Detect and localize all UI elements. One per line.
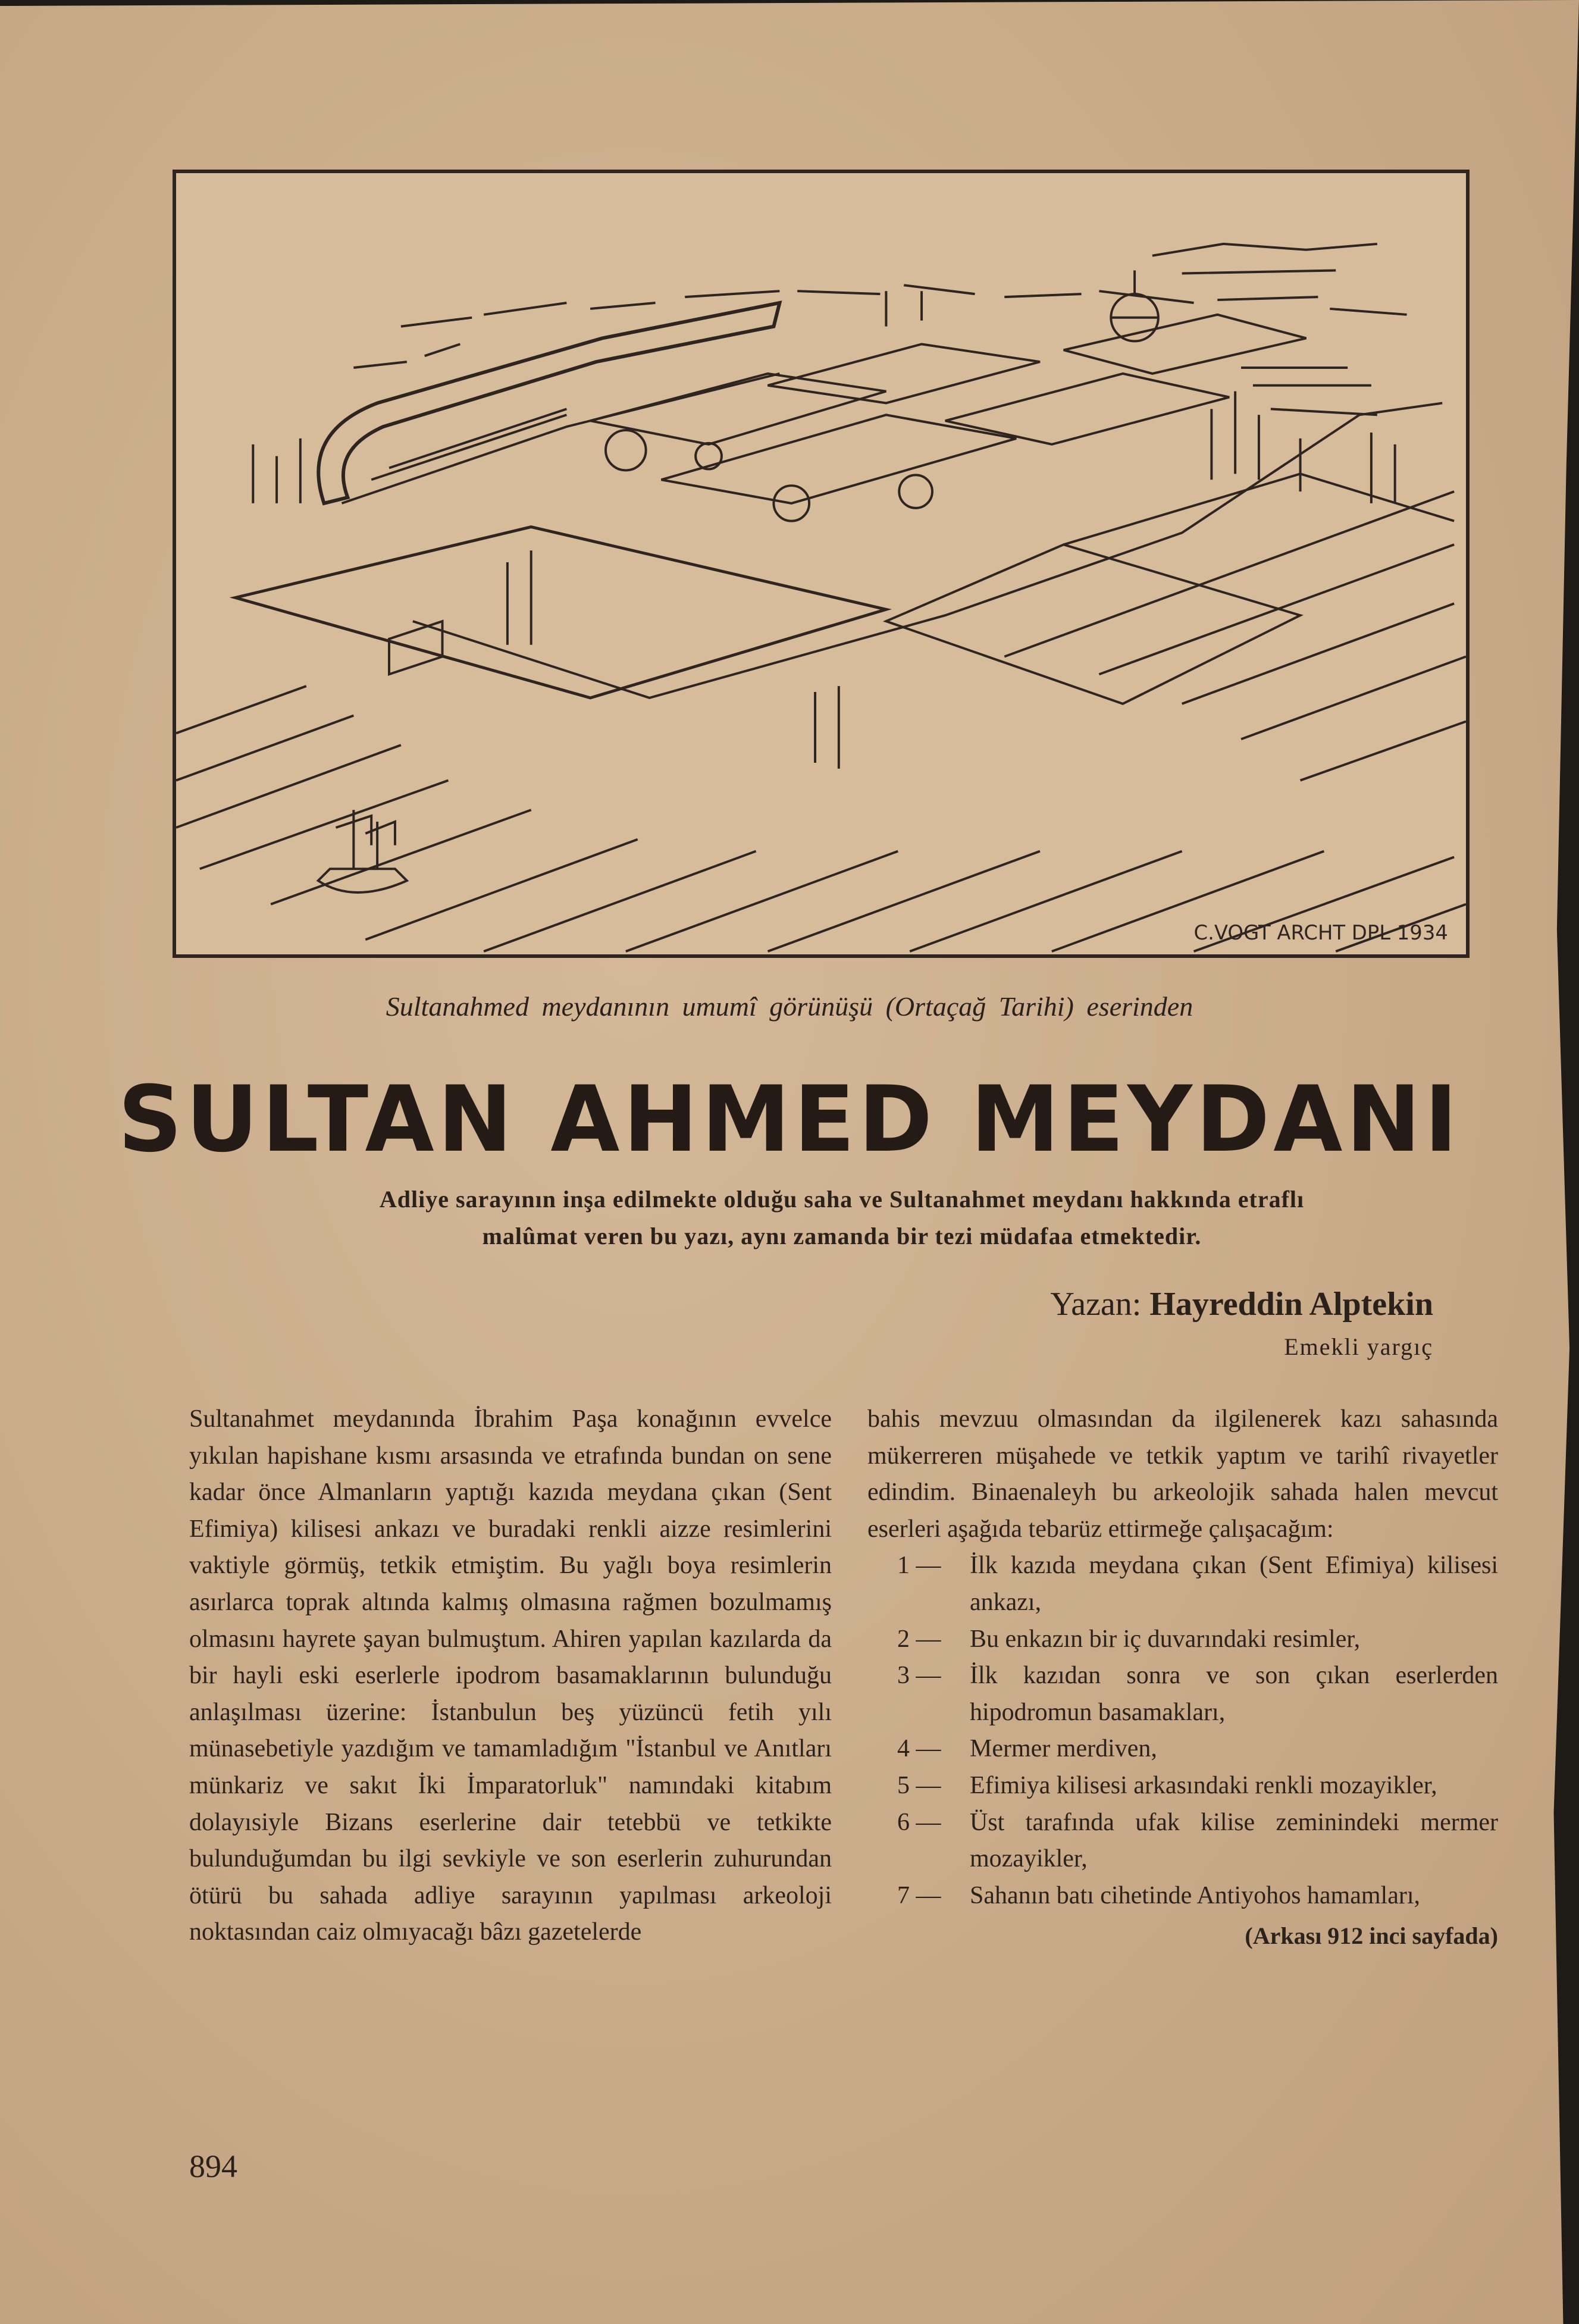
list-item [867,1731,1498,1768]
author-name: Hayreddin Alptekin [1149,1286,1433,1323]
subhead-line-2: malûmat veren bu yazı, aynı zamanda bir tezi müdafaa etmektedir. [482,1223,1202,1249]
right-column-intro: bahis mevzuu olmasından da ilgilenerek kazı sahasında mükerreren müşahede ve tetkik yaptım ve tarihî rivayetler edindim. Binaenaleyh bu arkeolojik sahada halen mevcut eserleri aşağıda tebarüz ettirmeğe çalışacağım: [867,1405,1498,1543]
list-item-number: 6 — [897,1808,941,1836]
list-item-text: Sahanın batı cihetinde Antiyohos hamamları, [970,1881,1421,1909]
list-item-text: İlk kazıdan sonra ve son çıkan eserlerden hipodromun basamakları, [970,1662,1498,1726]
list-item-text: Bu enkazın bir iç duvarındaki resimler, [970,1625,1361,1653]
byline-label: Yazan: [1050,1286,1142,1323]
list-item-number: 1 — [897,1552,941,1580]
list-item-text: Üst tarafında ufak kilise zeminindeki mermer mozayikler, [970,1808,1498,1873]
aerial-view-engraving-icon [176,173,1466,954]
author-role: Emekli yargıç [1284,1333,1433,1360]
byline [1050,1285,1433,1361]
list-item [867,1658,1498,1731]
list-item [867,1805,1498,1878]
page-number: 894 [189,2148,237,2184]
list-item-number: 7 — [897,1881,941,1909]
illustration-caption: Sultanahmed meydanının umumî görünüşü (Ortaçağ Tarihi) eserinden [386,991,1193,1022]
list-item-number: 3 — [897,1662,941,1690]
article-headline: SULTAN AHMED MEYDANI [118,1067,1461,1173]
list-item-text: Efimiya kilisesi arkasındaki renkli mozayikler, [970,1771,1437,1799]
list-item-text: Mermer merdiven, [970,1735,1157,1763]
list-item-number: 2 — [897,1625,941,1653]
left-column-text: Sultanahmet meydanında İbrahim Paşa konağının evvelce yıkılan hapishane kısmı arsasında ve etrafında bundan on sene kadar önce Almanların yaptığı kazıda meydana çıkan (Sent Efimiya) kilisesi ankazı ve buradaki renkli aizze resimlerini vaktiyle görmüş, tetkik etmiştim. Bu yağlı boya resimlerin asırlarca toprak altında kalmış olmasına rağmen bozulmamış olmasını hayrete şayan bulmuştum. Ahiren yapılan kazılarda da bir hayli eski eserlerle ipodrom basamaklarının bulunduğu anlaşılması üzerine: İstanbulun beş yüzüncü fetih yılı münasebetiyle yazdığım ve tamamladığım "İstanbul ve Anıtları münkariz ve sakıt İki İmparatorluk" namındaki kitabım dolayısiyle Bizans eserlerine dair tetebbü ve tetkikte bulunduğumdan bu ilgi sevkiyle ve son eserlerin zuhurundan ötürü bu sahada adliye sarayının yapılması arkeoloji noktasından caiz olmıyacağı bâzı gazetelerde [189,1405,832,1946]
list-item-text: İlk kazıda meydana çıkan (Sent Efimiya) kilisesi ankazı, [970,1552,1498,1616]
list-item-number: 5 — [897,1771,941,1799]
list-item-number: 4 — [897,1735,941,1763]
list-item [867,1768,1498,1805]
list-item [867,1548,1498,1621]
byline-author [1050,1285,1433,1323]
list-item [867,1621,1498,1658]
continued-note: (Arkası 912 inci sayfada) [1245,1922,1498,1950]
aerial-illustration [173,170,1470,958]
subhead-line-1: Adliye sarayının inşa edilmekte olduğu saha ve Sultanahmet meydanı hakkında etraflı [379,1186,1305,1213]
list-item [867,1878,1498,1915]
artist-signature: C.VOGT ARCHT DPL 1934 [1193,921,1448,945]
article-subhead [202,1181,1481,1255]
right-column [867,1401,1498,1955]
